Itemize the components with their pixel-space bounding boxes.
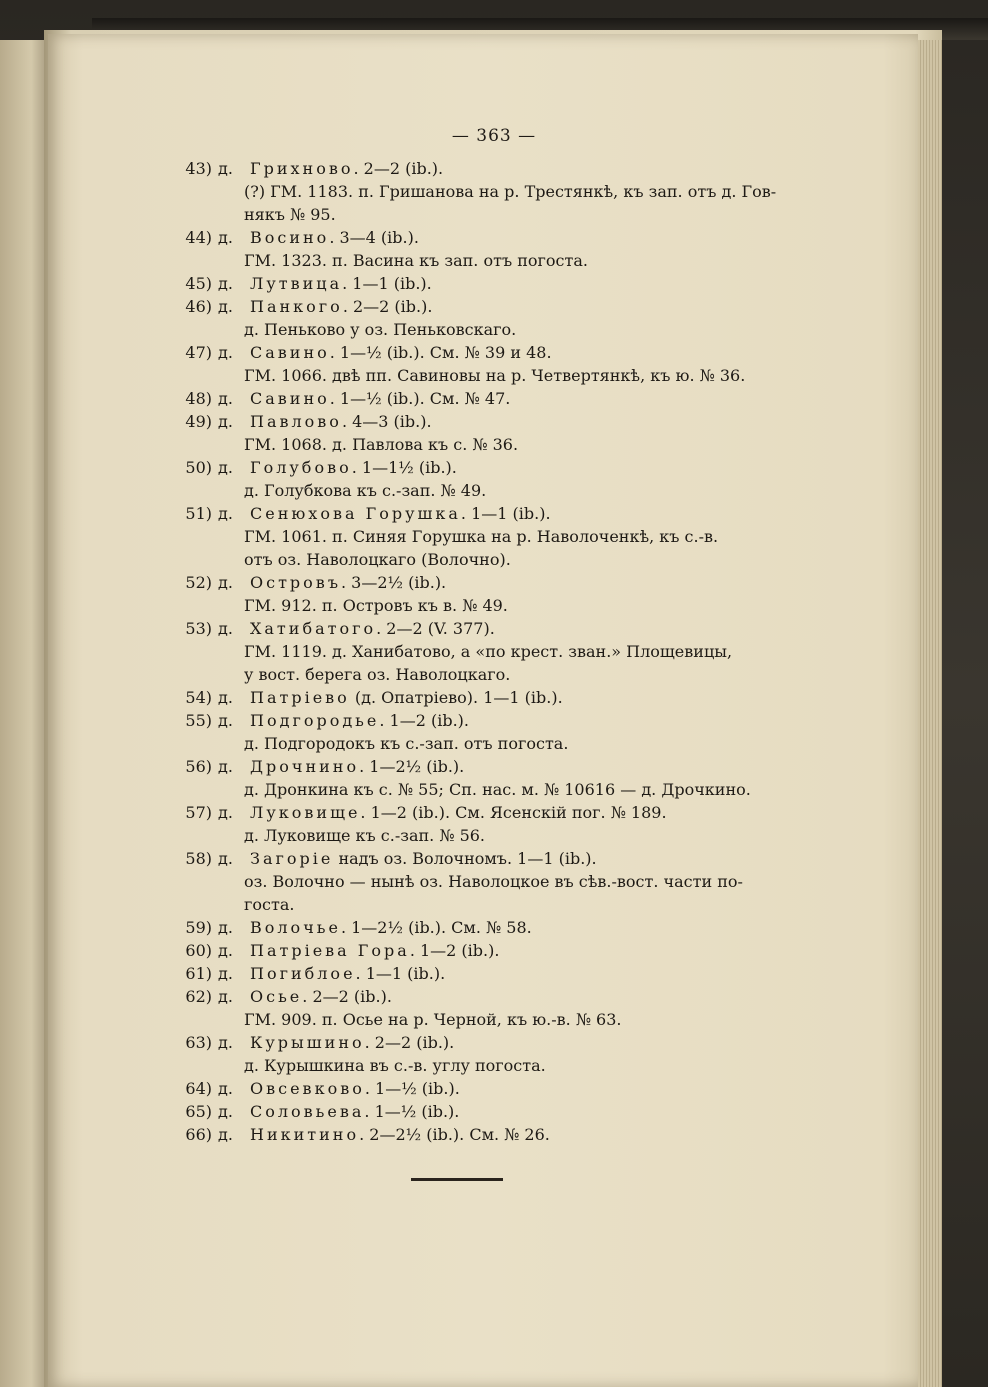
entry-number: 56) <box>185 757 212 776</box>
entry-prefix: д. <box>218 987 233 1006</box>
entry-prefix: д. <box>218 274 233 293</box>
entry-details: . 1—2½ (ib.). <box>359 757 465 776</box>
entry-list <box>178 157 798 1146</box>
entry-note: ГМ. 909. п. Осье на р. Черной, къ ю.-в. № 63. <box>244 1010 622 1029</box>
entry-number: 45) <box>185 274 212 293</box>
entry-details: . 2—2 (V. 377). <box>376 619 495 638</box>
entry-details: . 1—½ (ib.). См. № 47. <box>329 389 511 408</box>
entry-details: . 1—2 (ib.). <box>409 941 500 960</box>
village-name: Панкого <box>250 297 343 316</box>
entry-prefix: д. <box>218 504 233 523</box>
entry-line <box>178 1077 798 1100</box>
entry-line <box>178 939 798 962</box>
village-name: Дрочнино <box>250 757 360 776</box>
entry-note: ГМ. 1066. двѣ пп. Савиновы на р. Четвертянкѣ, къ ю. № 36. <box>244 366 746 385</box>
entry-number: 58) <box>185 849 212 868</box>
entry-line <box>178 617 798 640</box>
village-name: Савино <box>250 343 330 362</box>
village-name: Лутвица <box>250 274 343 293</box>
entry-line <box>178 571 798 594</box>
entry-prefix: д. <box>218 918 233 937</box>
entry-line <box>178 755 798 778</box>
entry-prefix: д. <box>218 1102 233 1121</box>
entry-line <box>178 456 798 479</box>
entry-details: надъ оз. Волочномъ. 1—1 (ib.). <box>333 849 597 868</box>
entry-number: 59) <box>185 918 212 937</box>
entry-line <box>178 686 798 709</box>
entry-prefix: д. <box>218 297 233 316</box>
entry-line <box>178 341 798 364</box>
entry-number: 54) <box>185 688 212 707</box>
entry-line <box>178 157 798 180</box>
end-rule <box>411 1178 503 1181</box>
entry-number: 46) <box>185 297 212 316</box>
entry-prefix: д. <box>218 964 233 983</box>
entry-number: 50) <box>185 458 212 477</box>
entry-note: д. Луковище къ с.-зап. № 56. <box>244 826 486 845</box>
village-name: Савино <box>250 389 330 408</box>
entry-number: 55) <box>185 711 212 730</box>
village-name: Соловьева <box>250 1102 365 1121</box>
entry-details: . 3—4 (ib.). <box>329 228 419 247</box>
entry-details: . 1—2 (ib.). См. Ясенскій пог. № 189. <box>360 803 667 822</box>
entry-line <box>178 847 798 870</box>
entry-note: някъ № 95. <box>244 205 336 224</box>
village-name: Патріева Гора <box>250 941 410 960</box>
entry-prefix: д. <box>218 688 233 707</box>
entry-details: . 4—3 (ib.). <box>341 412 432 431</box>
entry-note: ГМ. 1119. д. Ханибатово, а «по крест. зван.» Площевицы, <box>244 642 733 661</box>
entry-note: д. Дронкина къ с. № 55; Сп. нас. м. № 10616 — д. Дрочкино. <box>244 780 751 799</box>
entry-note: д. Пеньково у оз. Пеньковскаго. <box>244 320 517 339</box>
entry-prefix: д. <box>218 573 233 592</box>
village-name: Островъ <box>250 573 341 592</box>
entry-line <box>178 709 798 732</box>
entry-details: . 2—2½ (ib.). См. № 26. <box>359 1125 550 1144</box>
entry-note: ГМ. 1068. д. Павлова къ с. № 36. <box>244 435 519 454</box>
entry-number: 48) <box>185 389 212 408</box>
entry-line <box>178 801 798 824</box>
entry-prefix: д. <box>218 1033 233 1052</box>
entry-details: . 1—1 (ib.). <box>342 274 432 293</box>
entry-line <box>178 985 798 1008</box>
entry-note: оз. Волочно — нынѣ оз. Наволоцкое въ сѣв.-вост. части по- <box>244 872 743 891</box>
village-name: Волочье <box>250 918 341 937</box>
entry-line <box>178 272 798 295</box>
village-name: Луковище <box>250 803 361 822</box>
entry-details: . 1—½ (ib.). <box>364 1102 460 1121</box>
entry-note: д. Курышкина въ с.-в. углу погоста. <box>244 1056 546 1075</box>
entry-number: 47) <box>185 343 212 362</box>
entry-details: . 2—2 (ib.). <box>353 159 444 178</box>
village-name: Грихново <box>250 159 354 178</box>
entry-number: 43) <box>185 159 212 178</box>
entry-line <box>178 1100 798 1123</box>
village-name: Овсевково <box>250 1079 365 1098</box>
entry-prefix: д. <box>218 711 233 730</box>
village-name: Павлово <box>250 412 342 431</box>
entry-number: 64) <box>185 1079 212 1098</box>
entry-line <box>178 916 798 939</box>
entry-prefix: д. <box>218 343 233 362</box>
entry-number: 65) <box>185 1102 212 1121</box>
entry-note: отъ оз. Наволоцкаго (Волочно). <box>244 550 511 569</box>
village-name: Погиблое <box>250 964 356 983</box>
entry-note: ГМ. 1061. п. Синяя Горушка на р. Наволоченкѣ, къ с.-в. <box>244 527 719 546</box>
entry-details: . 1—2 (ib.). <box>379 711 469 730</box>
entry-line <box>178 226 798 249</box>
entry-number: 62) <box>185 987 212 1006</box>
entry-note: у вост. берега оз. Наволоцкаго. <box>244 665 511 684</box>
village-name: Сенюхова Горушка <box>250 504 461 523</box>
entry-note: (?) ГМ. 1183. п. Гришанова на р. Трестянкѣ, къ зап. отъ д. Гов- <box>244 182 777 201</box>
entry-number: 52) <box>185 573 212 592</box>
entry-number: 61) <box>185 964 212 983</box>
entry-details: . 1—½ (ib.). <box>364 1079 460 1098</box>
entry-details: . 1—1 (ib.). <box>460 504 551 523</box>
entry-line <box>178 410 798 433</box>
entry-number: 49) <box>185 412 212 431</box>
entry-prefix: д. <box>218 389 233 408</box>
village-name: Хатибатого <box>250 619 377 638</box>
entry-prefix: д. <box>218 803 233 822</box>
entry-details: . 3—2½ (ib.). <box>341 573 447 592</box>
entry-line <box>178 1031 798 1054</box>
village-name: Загоріе <box>250 849 334 868</box>
entry-details: . 2—2 (ib.). <box>302 987 392 1006</box>
entry-line <box>178 962 798 985</box>
entry-prefix: д. <box>218 941 233 960</box>
entry-note: ГМ. 912. п. Островъ къ в. № 49. <box>244 596 508 615</box>
village-name: Осье <box>250 987 303 1006</box>
entry-prefix: д. <box>218 458 233 477</box>
entry-prefix: д. <box>218 228 233 247</box>
entry-line <box>178 502 798 525</box>
entry-line <box>178 295 798 318</box>
entry-details: . 1—1½ (ib.). <box>351 458 457 477</box>
entry-details: . 1—2½ (ib.). См. № 58. <box>340 918 532 937</box>
entry-number: 44) <box>185 228 212 247</box>
entry-details: . 2—2 (ib.). <box>342 297 433 316</box>
entry-prefix: д. <box>218 619 233 638</box>
village-name: Курышино <box>250 1033 365 1052</box>
entry-prefix: д. <box>218 1079 233 1098</box>
entry-details: . 1—½ (ib.). См. № 39 и 48. <box>329 343 552 362</box>
entry-prefix: д. <box>218 849 233 868</box>
entry-note: ГМ. 1323. п. Васина къ зап. отъ погоста. <box>244 251 588 270</box>
entry-number: 63) <box>185 1033 212 1052</box>
entry-number: 60) <box>185 941 212 960</box>
entry-line <box>178 1123 798 1146</box>
entry-prefix: д. <box>218 757 233 776</box>
page-fore-edge <box>918 40 942 1387</box>
entry-number: 66) <box>185 1125 212 1144</box>
village-name: Восино <box>250 228 330 247</box>
village-name: Подгородье <box>250 711 380 730</box>
entry-number: 57) <box>185 803 212 822</box>
entry-prefix: д. <box>218 1125 233 1144</box>
village-name: Голубово <box>250 458 352 477</box>
entry-note: д. Подгородокъ къ с.-зап. отъ погоста. <box>244 734 569 753</box>
page-number: — 363 — <box>451 126 537 146</box>
village-name: Никитино <box>250 1125 360 1144</box>
entry-prefix: д. <box>218 412 233 431</box>
entry-note: д. Голубкова къ с.-зап. № 49. <box>244 481 487 500</box>
entry-details: . 2—2 (ib.). <box>364 1033 455 1052</box>
entry-number: 51) <box>185 504 212 523</box>
entry-line <box>178 387 798 410</box>
entry-prefix: д. <box>218 159 233 178</box>
entry-number: 53) <box>185 619 212 638</box>
village-name: Патріево <box>250 688 350 707</box>
entry-note: госта. <box>244 895 295 914</box>
entry-details: (д. Опатріево). 1—1 (ib.). <box>349 688 563 707</box>
entry-details: . 1—1 (ib.). <box>355 964 446 983</box>
